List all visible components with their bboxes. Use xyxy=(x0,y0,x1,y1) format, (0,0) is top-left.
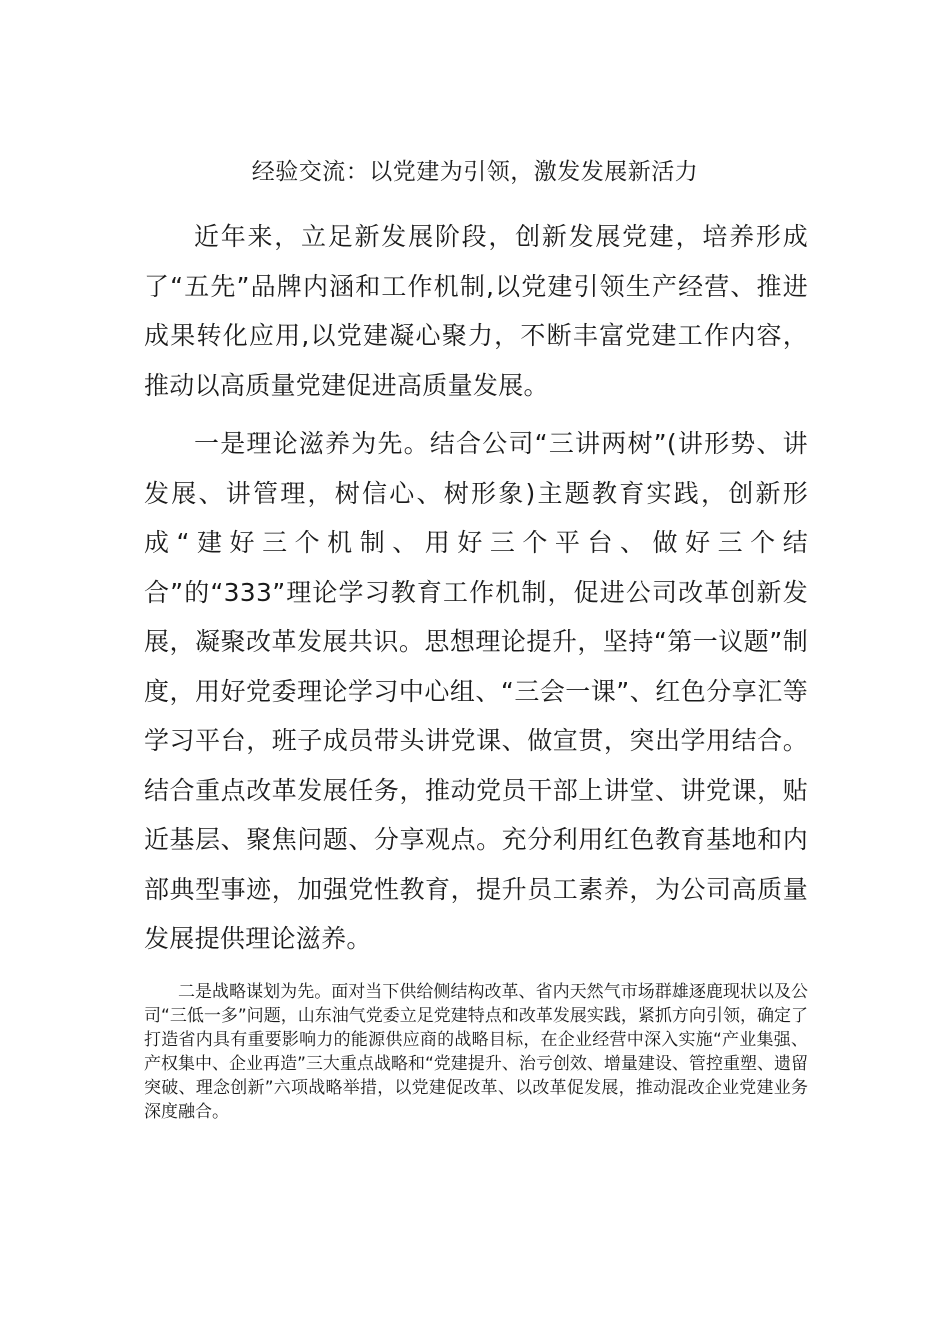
document-title: 经验交流：以党建为引领，激发发展新活力 xyxy=(251,159,699,185)
paragraph-intro: 近年来，立足新发展阶段，创新发展党建，培养形成了“五先”品牌内涵和工作机制,以党建引领生产经营、推进成果转化应用,以党建凝心聚力，不断丰富党建工作内容，推动以高质量党建促进高质量发展。 xyxy=(144,222,808,400)
paragraph-theory: 一是理论滋养为先。结合公司“三讲两树”(讲形势、讲发展、讲管理，树信心、树形象)主题教育实践，创新形成“建好三个机制、用好三个平台、做好三个结合”的“333”理论学习教育工作机制，促进公司改革创新发展，凝聚改革发展共识。思想理论提升，坚持“第一议题”制度，用好党委理论学习中心组、“三会一课”、红色分享汇等学习平台，班子成员带头讲党课、做宣贯，突出学用结合。结合重点改革发展任务，推动党员干部上讲堂、讲党课，贴近基层、聚焦问题、分享观点。充分利用红色教育基地和内部典型事迹，加强党性教育，提升员工素养，为公司高质量发展提供理论滋养。 xyxy=(144,429,808,953)
paragraph-strategy: 二是战略谋划为先。面对当下供给侧结构改革、省内天然气市场群雄逐鹿现状以及公司“三低一多”问题，山东油气党委立足党建特点和改革发展实践，紧抓方向引领，确定了打造省内具有重要影响力的能源供应商的战略目标，在企业经营中深入实施“产业集强、产权集中、企业再造”三大重点战略和“党建提升、治亏创效、增量建设、管控重塑、遗留突破、理念创新”六项战略举措，以党建促改革、以改革促发展，推动混改企业党建业务深度融合。 xyxy=(144,982,808,1122)
